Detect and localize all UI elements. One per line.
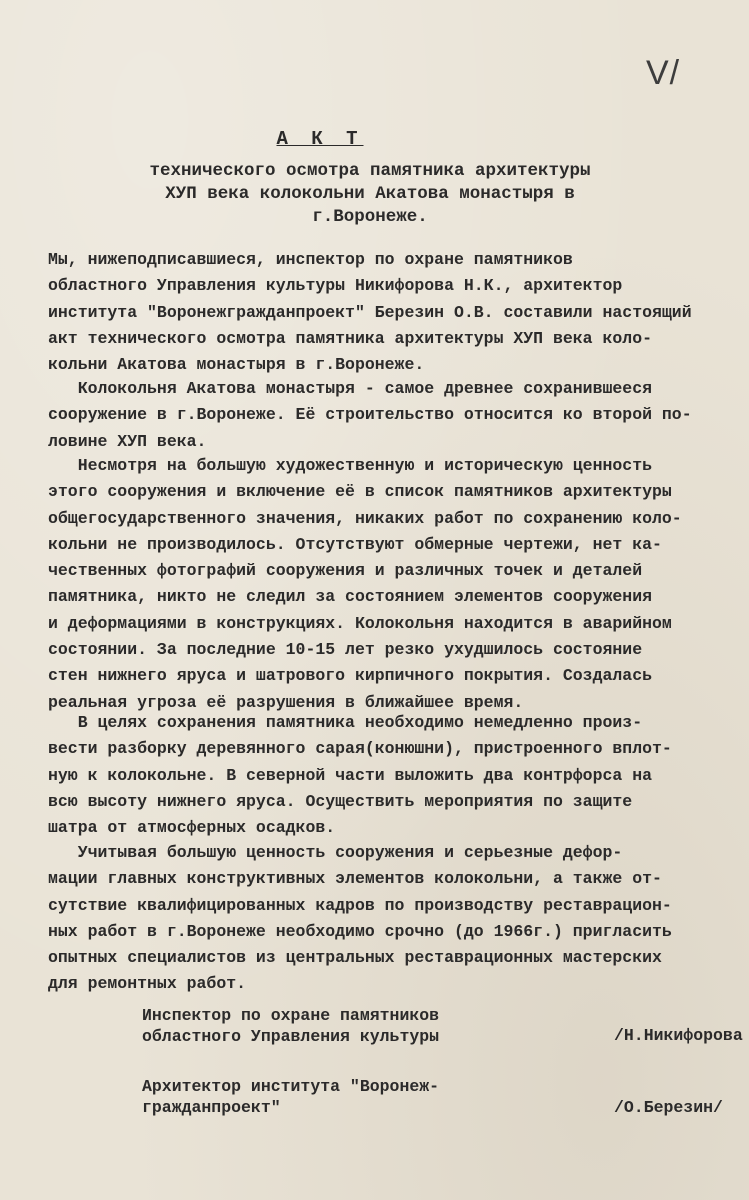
document-subtitle: технического осмотра памятника архитектуры ХУП века колокольни Акатова монастыря в г.Воронеже.: [149, 161, 591, 227]
signature-1-name: /Н.Никифорова: [614, 1026, 743, 1045]
signature-2-name: /О.Березин/: [614, 1098, 723, 1117]
paragraph-5: Учитывая большую ценность сооружения и серьезные дефор- мации главных конструктивных элементов колокольни, а также от- сутствие квалифицированных кадров по производству реставрацион- ных работ в г.Воронеже необходимо срочно (до 1966г.) пригласить опытных специалистов из центральных реставрационных мастерских для ремонтных работ.: [48, 843, 672, 994]
signature-2-position: Архитектор института "Воронеж- гражданпроект": [142, 1077, 440, 1117]
paragraph-4: В целях сохранения памятника необходимо немедленно произ- вести разборку деревянного сарая(конюшни), пристроенного вплот- ную к колокольне. В северной части выложить два контрфорса на всю высоту нижнего яруса. Осуществить мероприятия по защите шатра от атмосферных осадков.: [48, 713, 672, 838]
paragraph-3: Несмотря на большую художественную и историческую ценность этого сооружения и включение её в список памятников архитектуры общегосударственного значения, никаких работ по сохранению коло- кольни не производилось. Отсутствуют обмерные чертежи, нет ка- чественных фотографий сооружения и различных точек и деталей памятника, никто не следил за состоянием элементов сооружения и деформациями в конструкциях. Колокольня находится в аварийном состоянии. За последние 10-15 лет резко ухудшилось состояние стен нижнего яруса и шатрового кирпичного покрытия. Создалась реальная угроза её разрушения в ближайшее время.: [48, 456, 682, 712]
paragraph-2: Колокольня Акатова монастыря - самое древнее сохранившееся сооружение в г.Воронеже. Её строительство относится ко второй по- ловине ХУП века.: [48, 379, 692, 451]
paragraph-1: Мы, нижеподписавшиеся, инспектор по охране памятников областного Управления культуры Никифорова Н.К., архитектор института "Воронежгражданпроект" Березин О.В. составили настоящий акт технического осмотра памятника архитектуры ХУП века коло- кольни Акатова монастыря в г.Воронеже.: [48, 250, 692, 375]
document-title: А К Т: [276, 128, 364, 150]
corner-mark: V/: [646, 54, 681, 92]
signature-1-position: Инспектор по охране памятников областного Управления культуры: [142, 1006, 440, 1046]
